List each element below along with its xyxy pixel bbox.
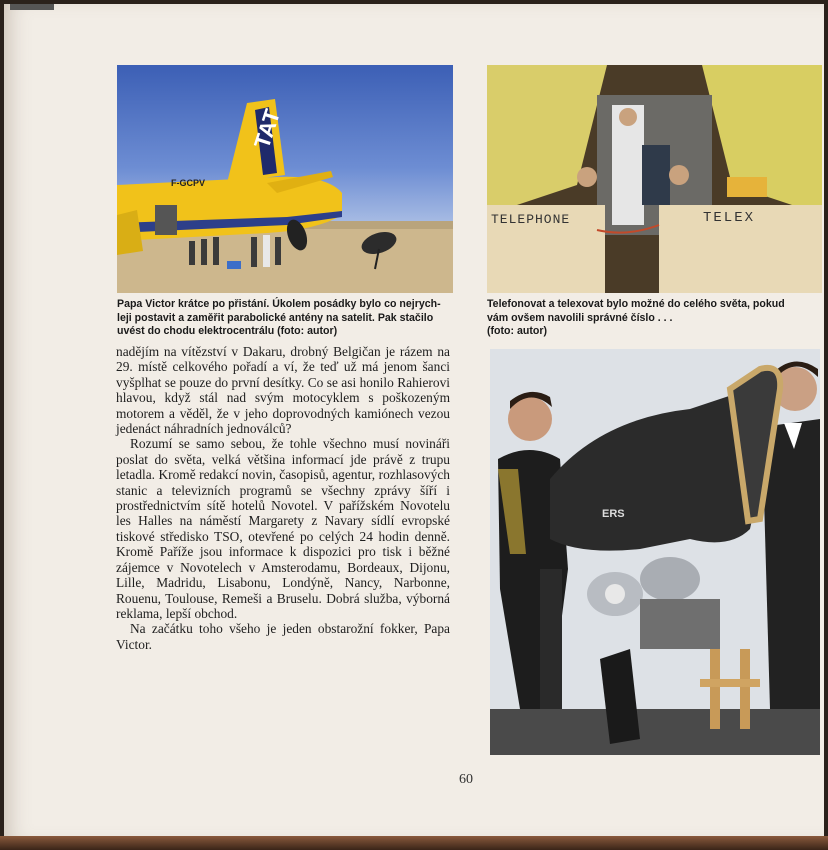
tank-lettering: ERS xyxy=(602,508,625,520)
caption-line: Papa Victor krátce po přistání. Úkolem posádky bylo co nejrych- xyxy=(117,298,441,310)
page-bottom-edge xyxy=(0,836,828,850)
tail-lettering: TAT xyxy=(249,106,286,152)
airplane-caption xyxy=(117,298,457,339)
book-page xyxy=(4,4,824,840)
cabin-photo xyxy=(487,65,822,293)
paragraph: Na začátku toho všeho je jeden obstarožní fokker, Papa Victor. xyxy=(116,621,450,652)
page-number: 60 xyxy=(459,772,473,787)
airplane-illustration xyxy=(117,65,453,293)
telephone-sign: TELEPHONE xyxy=(491,212,571,227)
caption-line: (foto: autor) xyxy=(487,325,548,338)
cabin-caption xyxy=(487,298,827,339)
motorcycle-photo xyxy=(490,349,820,755)
airplane-photo xyxy=(117,65,453,293)
caption-line: uvést do chodu elektrocentrálu (foto: autor) xyxy=(117,325,338,338)
motorcycle-illustration xyxy=(490,349,820,755)
paragraph: nadějím na vítězství v Dakaru, drobný Belgičan je rázem na 29. místě celkového pořadí a ví, že teď už má jenom šanci vyšplhat se pouze do první desítky. Co se asi honilo Rahierovi hlavou, když stál nad svým motocyklem s poškozeným motorem a věděl, že v jeho doprovodných kamiónech vezou jedenáct náhradních jednoválců? xyxy=(116,344,450,437)
caption-line: leji postavit a zaměřit parabolické antény na satelit. Pak stačilo xyxy=(117,311,434,324)
telex-sign: TELEX xyxy=(703,210,756,226)
caption-line: vám ovšem navolili správné číslo . . . xyxy=(487,311,673,324)
article-body xyxy=(116,344,450,652)
paragraph: Rozumí se samo sebou, že tohle všechno musí novináři poslat do světa, velká většina informací jde právě z trupu letadla. Kromě redakcí novin, časopisů, agentur, rozhlasových stanic a televizních programů se všechny zprávy šíří i prostřednictvím sítě hotelů Novotel. V pařížském Novotelu les Halles na náměstí Margarety z Navary sídlí evropské tiskové středisko TSO, otevřené po celých 24 hodin denně. Kromě Paříže jsou informace k dispozici pro tisk i běžné zájemce v Novotelech v Amsterodamu, Bordeaux, Dijonu, Lille, Madridu, Lisabonu, Londýně, Nancy, Narbonne, Rouenu, Toulouse, Remeši a Bruselu. Dobrá služba, výborná reklama, lepší obchod. xyxy=(116,436,450,621)
caption-line: Telefonovat a telexovat bylo možné do celého světa, pokud xyxy=(487,298,785,310)
page-corner-mark xyxy=(10,4,54,10)
cabin-illustration xyxy=(487,65,822,293)
aircraft-registration: F-GCPV xyxy=(171,178,206,188)
